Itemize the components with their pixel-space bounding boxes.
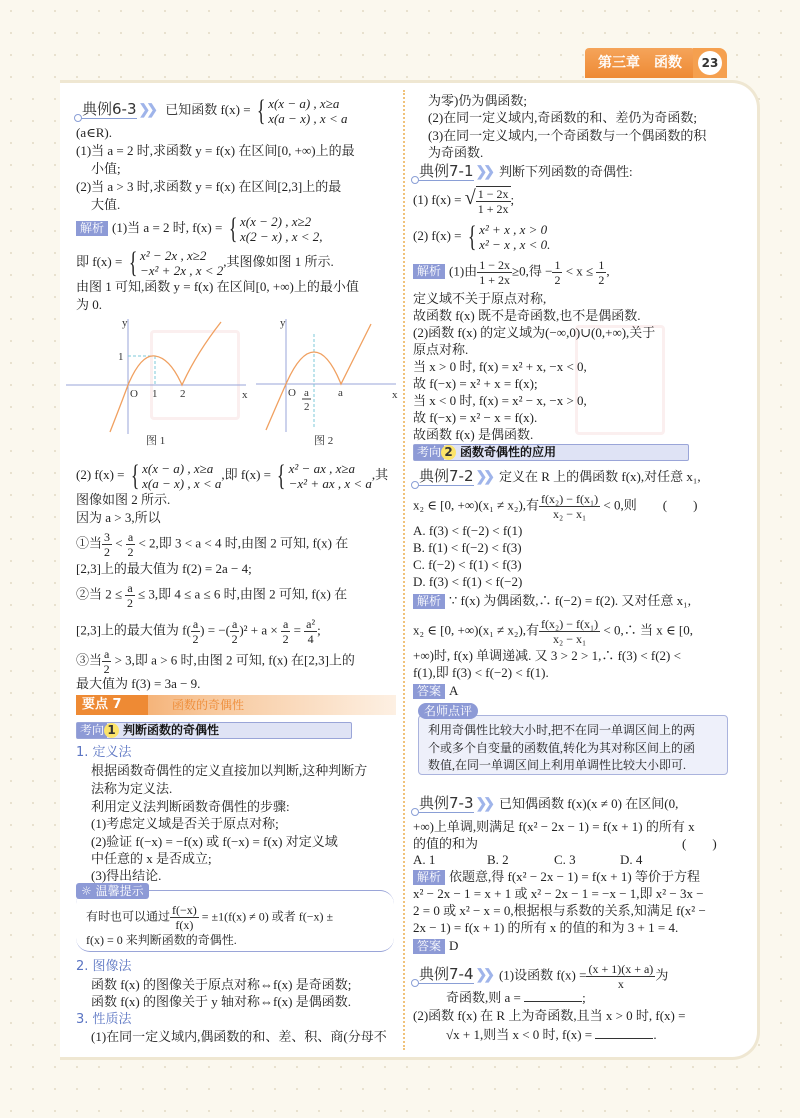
answer-tag: 答案 <box>413 684 445 699</box>
text: ①当 <box>76 535 103 551</box>
solution-tag: 解析 <box>413 594 445 609</box>
piecewise: { x(x − a) , x≥a x(a − x) , x < a <box>256 94 348 127</box>
case: x(x − 2) , x≥2 <box>240 214 312 229</box>
answer: D <box>449 938 459 953</box>
text: ③当 <box>76 652 103 668</box>
case: x² − x , x < 0. <box>479 237 551 252</box>
figures <box>66 314 400 449</box>
numerator: f(−x) <box>172 903 197 917</box>
curve <box>110 322 221 432</box>
text: . <box>653 1027 657 1042</box>
double-chevron-icon: ❯❯ <box>475 165 491 180</box>
text: )² + a × <box>239 622 278 638</box>
text-line: 故 f(−x) = x² − x = f(x). <box>413 410 538 425</box>
direction-number: 1 <box>104 723 119 738</box>
example-7-2-intro <box>413 468 701 486</box>
answer: A <box>449 683 459 698</box>
example-title: 典例7-1 <box>413 162 474 181</box>
piecewise: { x² + x , x > 0 x² − x , x < 0. <box>467 220 551 253</box>
fraction <box>102 647 111 676</box>
solution-tag: 解析 <box>413 870 445 885</box>
fraction <box>539 492 600 521</box>
answer-blank[interactable] <box>595 1027 653 1039</box>
text-line: 2 = 0 或 x² − x = 0,根据根与系数的关系,知满足 f(x² − <box>413 903 706 918</box>
text: 已知函数 f(x) = <box>165 101 251 117</box>
solution-line <box>413 868 700 885</box>
fraction <box>552 258 562 287</box>
option-b: B. 2 <box>487 852 509 867</box>
case: x² − ax , x≥a <box>288 461 356 476</box>
text-line: (2)函数 f(x) 在 R 上为奇函数,且当 x > 0 时, f(x) = <box>413 1008 686 1023</box>
text-line: f(1),即 f(3) < f(−2) < f(1). <box>413 665 549 680</box>
text: ; <box>582 990 586 1005</box>
review-line: 利用奇偶性比较大小时,把不在同一单调区间上的两 <box>428 723 696 737</box>
fraction <box>230 617 239 646</box>
denominator: 4 <box>307 632 314 646</box>
text-line: 图像如图 2 所示. <box>76 492 171 507</box>
tick-label: 2 <box>304 401 310 413</box>
direction-number: 2 <box>441 445 456 460</box>
answer-paren: ( ) <box>682 836 717 851</box>
text: < <box>115 535 123 551</box>
case-3 <box>76 647 355 676</box>
curve <box>266 324 371 430</box>
direction-label: 考向 <box>77 723 107 738</box>
text-line <box>413 617 693 646</box>
answer-tag: 答案 <box>413 939 445 954</box>
text: x₂ ∈ [0, +∞)(x₁ ≠ x₂),有 <box>413 622 540 638</box>
text-line: +∞)时, f(x) 单调递减. 又 3 > 2 > 1,∴ f(3) < f(2) < <box>413 648 681 663</box>
numerator: a <box>127 581 133 595</box>
tip-label-text: 温馨提示 <box>95 884 144 898</box>
answer-blank[interactable] <box>524 990 582 1002</box>
text: < 0,则 ( ) <box>603 497 698 513</box>
example-6-3-intro <box>76 96 347 126</box>
double-chevron-icon: ❯❯ <box>475 797 491 812</box>
option-a: A. 1 <box>413 852 436 867</box>
text-line <box>446 1026 657 1043</box>
text-line <box>446 989 586 1006</box>
text: > 3,即 a > 6 时,由图 2 可知, f(x) 在[2,3]上的 <box>114 652 355 668</box>
text: , <box>606 263 610 279</box>
text-line: 法称为定义法. <box>91 781 173 796</box>
denominator: 2 <box>104 545 111 559</box>
text-line: (2)当 a > 3 时,求函数 y = f(x) 在区间[2,3]上的最 <box>76 179 342 194</box>
text-line: 当 x < 0 时, f(x) = x² − x, −x > 0, <box>413 393 587 408</box>
fraction <box>170 903 199 932</box>
text-line: 中任意的 x 是否成立; <box>91 851 212 866</box>
solution-tag: 解析 <box>413 264 445 279</box>
tip-label <box>76 883 149 899</box>
text-line: (a∈R). <box>76 125 112 140</box>
piecewise: { x(x − a) , x≥a x(a − x) , x < a <box>130 459 222 492</box>
review-line: 数值,在同一单调区间上利用单调性比较大小即可. <box>428 758 687 772</box>
key-point-title: 函数的奇偶性 <box>172 698 245 712</box>
text-line: 函数 f(x) 的图像关于原点对称⇔f(x) 是奇函数; <box>91 977 352 992</box>
fraction <box>191 617 200 646</box>
numerator: (x + 1)(x + a) <box>588 962 654 976</box>
text-line: [2,3]上的最大值为 f(2) = 2a − 4; <box>76 561 252 576</box>
text: < 0,∴ 当 x ∈ [0, <box>603 622 693 638</box>
answer-line <box>413 937 458 954</box>
axis-label: y <box>122 317 128 329</box>
denominator: 1 + 2x <box>479 273 510 287</box>
text-line: +∞)上单调,则满足 f(x² − 2x − 1) = f(x + 1) 的所有 x <box>413 819 695 834</box>
numerator: a <box>127 530 134 544</box>
denominator: 2 <box>554 273 561 287</box>
text-line: (1)在同一定义域内,偶函数的和、差、积、商(分母不 <box>91 1029 387 1044</box>
text: ∵ f(x) 为偶函数,∴ f(−2) = f(2). 又对任意 x₁, <box>449 593 691 608</box>
text-line: 当 x > 0 时, f(x) = x² + x, −x < 0, <box>413 359 587 374</box>
page-number-tab <box>693 48 727 78</box>
tick-label: 1 <box>118 351 124 363</box>
case-1 <box>76 530 348 559</box>
tick-label: a <box>304 387 309 399</box>
direction-label: 考向 <box>414 445 444 460</box>
denominator: x₂ − x₁ <box>553 507 587 521</box>
example-title: 典例7-2 <box>413 467 474 486</box>
text: ≥0,得 − <box>511 263 553 279</box>
review-line: 个或多个自变量的函数值,转化为其对称区间上的函 <box>428 741 696 755</box>
text-line: (2)验证 f(−x) = −f(x) 或 f(−x) = f(x) 对定义域 <box>91 834 338 849</box>
option-b: B. f(1) < f(−2) < f(3) <box>413 540 522 555</box>
text-line: (1)考虑定义域是否关于原点对称; <box>91 816 279 831</box>
tick-label: 1 <box>152 388 158 400</box>
text-line: 为奇函数. <box>428 145 484 160</box>
method-heading: 3. 性质法 <box>76 1012 132 1027</box>
review-label: 名师点评 <box>418 703 478 719</box>
case: x(x − a) , x≥a <box>142 461 214 476</box>
fraction <box>477 258 512 287</box>
text: (1)当 a = 2 时, f(x) = <box>112 219 223 235</box>
case: x(2 − x) , x < 2, <box>240 229 323 244</box>
case-2-result <box>76 617 321 646</box>
text-line: 故函数 f(x) 是偶函数. <box>413 427 534 442</box>
text-line: 的值的和为 <box>413 836 479 851</box>
text: ,即 f(x) = <box>221 466 271 482</box>
fraction <box>126 530 135 559</box>
tip-line: f(x) = 0 来判断函数的奇偶性. <box>86 933 237 947</box>
text-line: (3)在同一定义域内,一个奇函数与一个偶函数的积 <box>428 128 707 143</box>
text-line: 由图 1 可知,函数 y = f(x) 在区间[0, +∞)上的最小值 <box>76 279 359 294</box>
fraction <box>476 186 511 216</box>
numerator: a <box>192 617 199 631</box>
direction-1-banner <box>76 722 352 739</box>
text-line: 原点对称. <box>413 342 469 357</box>
direction-2-banner <box>413 444 689 461</box>
text-line: x² − 2x − 1 = x + 1 或 x² − 2x − 1 = −x − 1,即 x² − 3x − <box>413 886 704 901</box>
fraction <box>586 962 655 991</box>
text-line: 为零)仍为偶函数; <box>428 93 527 108</box>
text: 有时也可以通过 <box>86 909 171 924</box>
solution-line <box>76 461 388 491</box>
option-c: C. f(−2) < f(1) < f(3) <box>413 557 522 572</box>
double-chevron-icon: ❯❯ <box>138 102 154 118</box>
text-line <box>413 222 550 252</box>
denominator: 1 + 2x <box>477 202 509 216</box>
figure-caption: 图 1 <box>146 435 166 447</box>
page-number: 23 <box>698 51 722 75</box>
method-heading: 2. 图像法 <box>76 959 132 974</box>
text: ≤ 3,即 4 ≤ a ≤ 6 时,由图 2 可知, f(x) 在 <box>137 586 348 602</box>
fraction <box>539 617 600 646</box>
solution-tag: 解析 <box>76 221 108 236</box>
denominator: 2 <box>127 596 134 610</box>
case: −x² + 2x , x < 2 <box>139 263 224 278</box>
text: (1)由 <box>449 263 478 279</box>
text: < 2,即 3 < a < 4 时,由图 2 可知, f(x) 在 <box>138 535 349 551</box>
axis-label: y <box>280 317 286 329</box>
chapter-tab: 第三章 函数 <box>585 48 695 78</box>
text: (1)设函数 f(x) = <box>498 967 587 983</box>
axis-label: x <box>392 389 398 401</box>
denominator: 2 <box>598 273 605 287</box>
numerator: 1 <box>554 258 561 272</box>
example-title: 典例6-3 <box>76 100 137 119</box>
numerator: f(x₂) − f(x₁) <box>541 617 599 631</box>
case-2 <box>76 581 347 610</box>
text: 定义在 R 上的偶函数 f(x),对任意 x₁, <box>498 469 701 484</box>
fraction <box>125 581 134 610</box>
text-line: 小值; <box>91 161 121 176</box>
numerator: 1 − 2x <box>477 187 509 201</box>
origin-label: O <box>288 387 296 399</box>
text-line <box>413 186 514 216</box>
numerator: f(x₂) − f(x₁) <box>541 492 599 506</box>
numerator: 3 <box>104 530 111 544</box>
denominator: f(x) <box>175 918 194 932</box>
axis-label: x <box>242 389 248 401</box>
text-line: 函数 f(x) 的图像关于 y 轴对称⇔f(x) 是偶函数. <box>91 994 351 1009</box>
piecewise: { x² − 2x , x≥2 −x² + 2x , x < 2 <box>128 246 224 279</box>
text: (2) f(x) = <box>413 227 462 243</box>
text-line: 故 f(−x) = x² + x = f(x); <box>413 376 538 391</box>
text: 判断下列函数的奇偶性: <box>498 164 633 179</box>
example-7-1-intro <box>413 163 633 181</box>
direction-title: 判断函数的奇偶性 <box>123 723 220 737</box>
sqrt-icon: √ <box>464 186 476 209</box>
case: x(x − a) , x≥a <box>268 96 340 111</box>
solution-line <box>76 248 334 278</box>
numerator: a² <box>306 617 316 631</box>
option-d: D. 4 <box>620 852 643 867</box>
option-d: D. f(3) < f(1) < f(−2) <box>413 574 523 589</box>
text: 依题意,得 f(x² − 2x − 1) = f(x + 1) 等价于方程 <box>449 869 700 884</box>
denominator: 2 <box>127 545 134 559</box>
figure-2 <box>256 317 398 447</box>
answer-line <box>413 682 458 699</box>
example-7-4-intro <box>413 962 668 991</box>
numerator: 1 <box>598 258 605 272</box>
solution-line <box>76 214 323 244</box>
piecewise: { x² − ax , x≥a −x² + ax , x < a <box>277 459 372 492</box>
text: √x + 1,则当 x < 0 时, f(x) = <box>446 1027 593 1042</box>
text-line: 利用定义法判断函数奇偶性的步骤: <box>91 799 290 814</box>
text-line: 最大值为 f(3) = 3a − 9. <box>76 676 201 691</box>
text: ; <box>317 622 321 638</box>
numerator: a <box>231 617 238 631</box>
text-line: 故函数 f(x) 既不是奇函数,也不是偶函数. <box>413 308 641 323</box>
text: 即 f(x) = <box>76 253 123 269</box>
case: −x² + ax , x < a <box>288 476 372 491</box>
tip-line <box>86 903 333 932</box>
denominator: 2 <box>282 632 289 646</box>
method-heading: 1. 定义法 <box>76 745 132 760</box>
figure-1 <box>66 317 248 447</box>
fraction <box>281 617 290 646</box>
text: [2,3]上的最大值为 f( <box>76 622 191 638</box>
text: ; <box>510 191 515 207</box>
text: ,其图像如图 1 所示. <box>223 253 334 269</box>
direction-title: 函数奇偶性的应用 <box>460 445 557 459</box>
option-a: A. f(3) < f(−2) < f(1) <box>413 523 523 538</box>
text: (1) f(x) = <box>413 191 462 207</box>
text-line <box>413 492 697 521</box>
case: x(a − x) , x < a <box>142 476 222 491</box>
example-7-3-intro <box>413 795 678 813</box>
solution-line <box>413 258 610 287</box>
denominator: 2 <box>103 662 110 676</box>
origin-label: O <box>130 388 138 400</box>
text-line: (2)函数 f(x) 的定义域为(−∞,0)∪(0,+∞),关于 <box>413 325 656 340</box>
denominator: 2 <box>192 632 199 646</box>
text-line: (2)在同一定义域内,奇函数的和、差仍为奇函数; <box>428 110 698 125</box>
lightbulb-icon: ☼ <box>81 884 96 898</box>
text: x₂ ∈ [0, +∞)(x₁ ≠ x₂),有 <box>413 497 540 513</box>
piecewise: { x(x − 2) , x≥2 x(2 − x) , x < 2, <box>228 212 323 245</box>
text-line: 为 0. <box>76 297 103 312</box>
key-point-label: 要点 7 <box>76 695 148 715</box>
text: ) = −( <box>200 622 230 638</box>
tick-label: 2 <box>180 388 186 400</box>
numerator: a <box>282 617 289 631</box>
numerator: 1 − 2x <box>479 258 510 272</box>
text: 已知偶函数 f(x)(x ≠ 0) 在区间(0, <box>498 796 679 811</box>
fraction <box>102 530 112 559</box>
double-chevron-icon: ❯❯ <box>475 968 491 984</box>
text-line: 因为 a > 3,所以 <box>76 510 161 525</box>
text-line: 大值. <box>91 197 121 212</box>
text: ,其 <box>371 466 389 482</box>
case: x² − 2x , x≥2 <box>139 248 207 263</box>
option-c: C. 3 <box>554 852 576 867</box>
key-point-7-banner <box>76 695 396 715</box>
text: 为 <box>655 967 669 983</box>
text: < x ≤ <box>565 263 594 279</box>
numerator: a <box>104 647 110 661</box>
fraction <box>596 258 606 287</box>
text: = <box>293 622 301 638</box>
tick-label: a <box>338 387 343 399</box>
text-line: (3)得出结论. <box>91 868 162 883</box>
example-title: 典例7-4 <box>413 965 474 984</box>
text: ②当 2 ≤ <box>76 586 123 602</box>
denominator: 2 <box>231 632 238 646</box>
text: 奇函数,则 a = <box>446 990 521 1005</box>
text-line: 2x − 1) = f(x + 1) 的所有 x 的值的和为 3 + 1 = 4. <box>413 920 679 935</box>
solution-line <box>413 592 691 609</box>
case: x(a − x) , x < a <box>268 111 348 126</box>
watermark-stamp <box>575 325 665 435</box>
fraction <box>304 617 317 646</box>
double-chevron-icon: ❯❯ <box>475 470 491 485</box>
text-line: 根据函数奇偶性的定义直接加以判断,这种判断方 <box>91 763 368 778</box>
denominator: x <box>617 977 624 991</box>
figure-caption: 图 2 <box>314 435 334 447</box>
column-divider <box>403 90 405 1050</box>
example-title: 典例7-3 <box>413 794 474 813</box>
text: (2) f(x) = <box>76 466 125 482</box>
text: = ±1(f(x) ≠ 0) 或者 f(−x) ± <box>201 909 334 924</box>
text-line: (1)当 a = 2 时,求函数 y = f(x) 在区间[0, +∞)上的最 <box>76 143 355 158</box>
text-line: 定义域不关于原点对称, <box>413 291 547 306</box>
denominator: x₂ − x₁ <box>553 632 587 646</box>
case: x² + x , x > 0 <box>479 222 548 237</box>
